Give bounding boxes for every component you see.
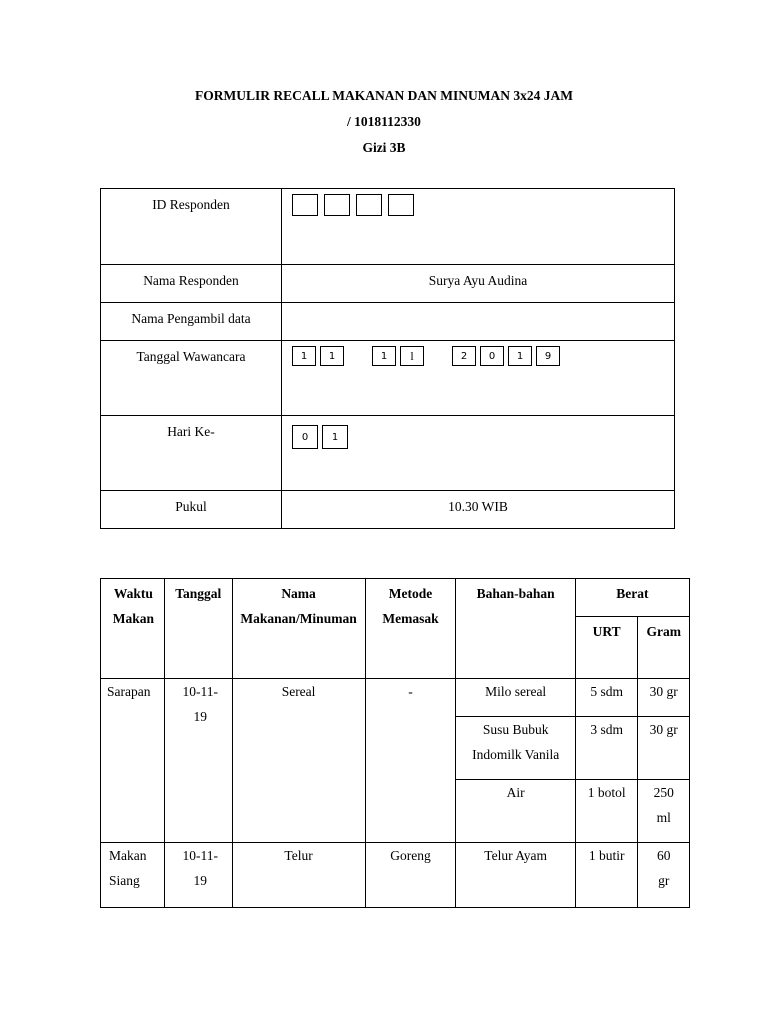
hari-value-cell <box>282 416 675 491</box>
date-digit-box[interactable]: 1 <box>292 346 316 366</box>
form-subtitle-class: Gizi 3B <box>362 140 406 155</box>
cell-bahan: Susu Bubuk Indomilk Vanila <box>456 717 575 780</box>
pukul-row <box>101 491 675 529</box>
header-berat: Berat <box>575 579 689 617</box>
cell-bahan: Milo sereal <box>456 679 575 717</box>
date-digit-box[interactable]: 1 <box>508 346 532 366</box>
cell-tanggal: 10-11-19 <box>164 843 232 908</box>
nama-row <box>101 265 675 303</box>
cell-waktu: Sarapan <box>101 679 165 843</box>
table-row <box>101 843 690 908</box>
cell-bahan: Telur Ayam <box>456 843 575 908</box>
hari-boxes <box>292 425 352 449</box>
id-box[interactable] <box>388 194 414 216</box>
day-digit-box[interactable]: 1 <box>322 425 348 449</box>
nama-value[interactable]: Surya Ayu Audina <box>282 265 675 303</box>
pukul-value[interactable]: 10.30 WIB <box>282 491 675 529</box>
cell-gram: 250 ml <box>638 780 690 843</box>
hari-label: Hari Ke- <box>101 416 282 491</box>
hari-row <box>101 416 675 491</box>
header-waktu: Waktu Makan <box>101 579 165 679</box>
date-digit-box[interactable]: l <box>400 346 424 366</box>
cell-urt: 1 butir <box>575 843 638 908</box>
cell-gram: 60 gr <box>638 843 690 908</box>
cell-nama: Sereal <box>232 679 365 843</box>
header-metode: Metode Memasak <box>365 579 456 679</box>
id-box[interactable] <box>324 194 350 216</box>
date-digit-box[interactable]: 2 <box>452 346 476 366</box>
pukul-label: Pukul <box>101 491 282 529</box>
respondent-info-table <box>100 188 675 529</box>
date-digit-box[interactable]: 0 <box>480 346 504 366</box>
id-row <box>101 189 675 265</box>
pengambil-label: Nama Pengambil data <box>101 303 282 341</box>
pengambil-value[interactable] <box>282 303 675 341</box>
header-gram: Gram <box>638 617 690 679</box>
id-value-cell <box>282 189 675 265</box>
id-boxes <box>292 194 420 216</box>
header-row <box>101 579 690 617</box>
id-box[interactable] <box>356 194 382 216</box>
cell-waktu: Makan Siang <box>101 843 165 908</box>
cell-metode: Goreng <box>365 843 456 908</box>
nama-label: Nama Responden <box>101 265 282 303</box>
cell-gram: 30 gr <box>638 717 690 780</box>
date-digit-box[interactable]: 1 <box>372 346 396 366</box>
header-bahan: Bahan-bahan <box>456 579 575 679</box>
pengambil-row <box>101 303 675 341</box>
form-title: FORMULIR RECALL MAKANAN DAN MINUMAN 3x24 JAM <box>195 88 573 103</box>
cell-nama: Telur <box>232 843 365 908</box>
cell-tanggal: 10-11-19 <box>164 679 232 843</box>
date-digit-box[interactable]: 9 <box>536 346 560 366</box>
cell-urt: 3 sdm <box>575 717 638 780</box>
food-recall-table <box>100 578 690 908</box>
cell-urt: 1 botol <box>575 780 638 843</box>
header-tanggal: Tanggal <box>164 579 232 679</box>
tanggal-row <box>101 341 675 416</box>
header-nama: Nama Makanan/Minuman <box>232 579 365 679</box>
tanggal-value-cell <box>282 341 675 416</box>
form-subtitle-id: / 1018112330 <box>347 114 421 129</box>
cell-metode: - <box>365 679 456 843</box>
id-box[interactable] <box>292 194 318 216</box>
cell-bahan: Air <box>456 780 575 843</box>
cell-urt: 5 sdm <box>575 679 638 717</box>
table-row <box>101 679 690 717</box>
id-label: ID Responden <box>101 189 282 265</box>
header-urt: URT <box>575 617 638 679</box>
tanggal-boxes <box>292 346 564 366</box>
tanggal-label: Tanggal Wawancara <box>101 341 282 416</box>
cell-gram: 30 gr <box>638 679 690 717</box>
date-digit-box[interactable]: 1 <box>320 346 344 366</box>
day-digit-box[interactable]: 0 <box>292 425 318 449</box>
